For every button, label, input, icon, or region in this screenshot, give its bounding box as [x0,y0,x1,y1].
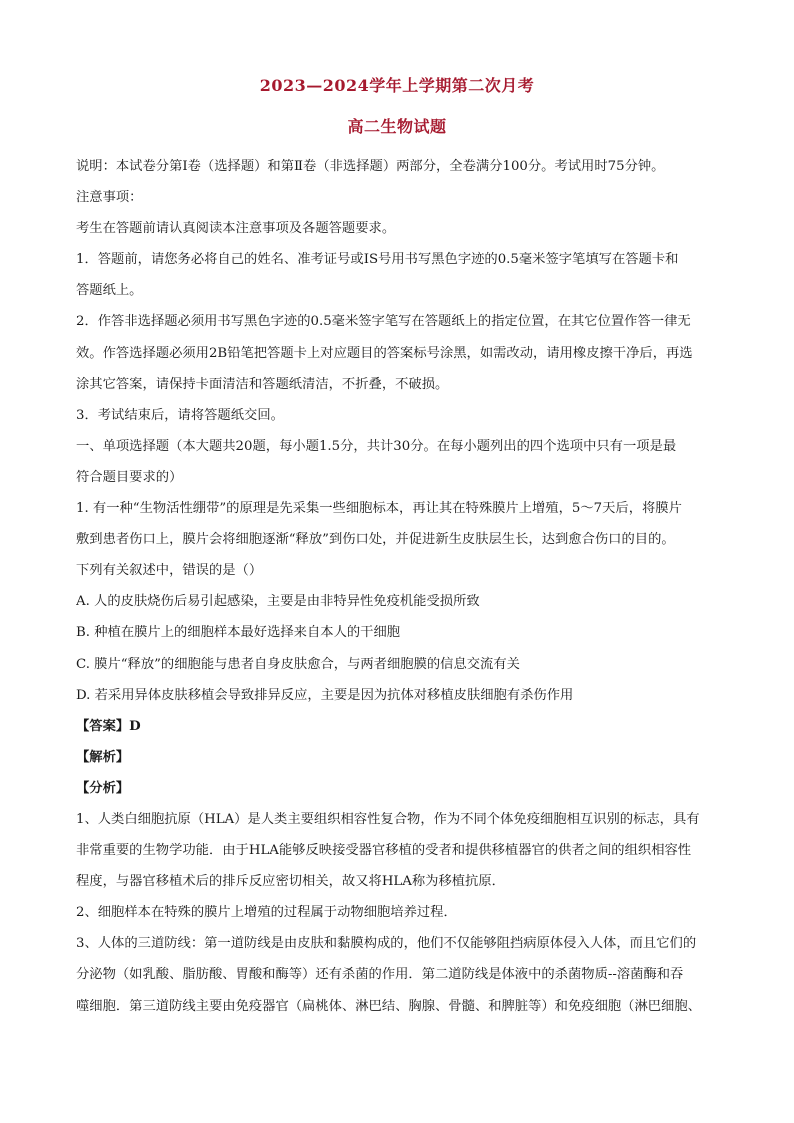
section-heading: 符合题目要求的） [76,469,183,485]
question-stem: 敷到患者伤口上，膜片会将细胞逐渐“释放”到伤口处，并促进新生皮肤层生长，达到愈合伤口的目的。 [76,532,675,548]
notes-line: 考生在答题前请认真阅读本注意事项及各题答题要求。 [76,221,396,237]
notes-heading: 注意事项： [76,190,143,206]
section-heading: 一、单项选择题（本大题共20题，每小题1.5分，共计30分。在每小题列出的四个选项中只有一项是最 [76,438,677,454]
analysis-line: 分泌物（如乳酸、脂肪酸、胃酸和酶等）还有杀菌的作用．第二道防线是体液中的杀菌物质--溶菌酶和吞 [76,967,684,983]
analysis-label: 【解析】 [76,749,130,765]
option-b: B. 种植在膜片上的细胞样本最好选择来自本人的干细胞 [76,625,401,641]
analysis-line: 程度，与器官移植术后的排斥反应密切相关，故又将HLA称为移植抗原． [76,874,505,890]
notes-line: 答题纸上。 [76,283,143,299]
option-d: D. 若采用异体皮肤移植会导致排异反应，主要是因为抗体对移植皮肤细胞有杀伤作用 [76,687,574,703]
exam-title: 2023—2024学年上学期第二次月考 [259,76,535,95]
notes-line: 涂其它答案，请保持卡面清洁和答题纸清洁，不折叠，不破损。 [76,376,449,392]
notes-line: 3．考试结束后，请将答题纸交回。 [76,407,284,423]
notes-line: 2．作答非选择题必须用书写黑色字迹的0.5毫米签字笔写在答题纸上的指定位置，在其它位置作答一律无 [76,314,691,330]
instructions-line: 说明：本试卷分第Ⅰ卷（选择题）和第Ⅱ卷（非选择题）两部分，全卷满分100分。考试用时75分钟。 [76,159,665,174]
question-stem: 1. 有一种“生物活性绷带”的原理是先采集一些细胞标本，再让其在特殊膜片上增殖，5～7天后，将膜片 [76,501,682,517]
notes-line: 效。作答选择题必须用2B铅笔把答题卡上对应题目的答案标号涂黑，如需改动，请用橡皮擦干净后，再选 [76,345,693,361]
question-stem: 下列有关叙述中，错误的是（） [76,563,263,579]
exam-subtitle: 高二生物试题 [347,117,447,136]
document-body [76,151,728,1022]
analysis-line: 1、人类白细胞抗原（HLA）是人类主要组织相容性复合物，作为不同个体免疫细胞相互识别的标志，具有 [76,811,700,827]
analysis-line: 3、人体的三道防线：第一道防线是由皮肤和黏膜构成的，他们不仅能够阻挡病原体侵入人体，而且它们的 [76,936,697,952]
analysis-heading: 【分析】 [76,780,130,796]
option-a: A. 人的皮肤烧伤后易引起感染，主要是由非特异性免疫机能受损所致 [76,594,480,610]
analysis-line: 2、细胞样本在特殊的膜片上增殖的过程属于动物细胞培养过程． [76,905,457,921]
option-c: C. 膜片“释放”的细胞能与患者自身皮肤愈合，与两者细胞膜的信息交流有关 [76,656,520,672]
analysis-line: 非常重要的生物学功能．由于HLA能够反映接受器官移植的受者和提供移植器官的供者之间的组织相容性 [76,843,692,859]
notes-line: 1．答题前，请您务必将自己的姓名、准考证号或IS号用书写黑色字迹的0.5毫米签字笔填写在答题卡和 [76,252,679,268]
analysis-line: 噬细胞．第三道防线主要由免疫器官（扁桃体、淋巴结、胸腺、骨髓、和脾脏等）和免疫细胞（淋巴细胞、 [76,998,701,1014]
answer-label: 【答案】D [76,718,141,734]
